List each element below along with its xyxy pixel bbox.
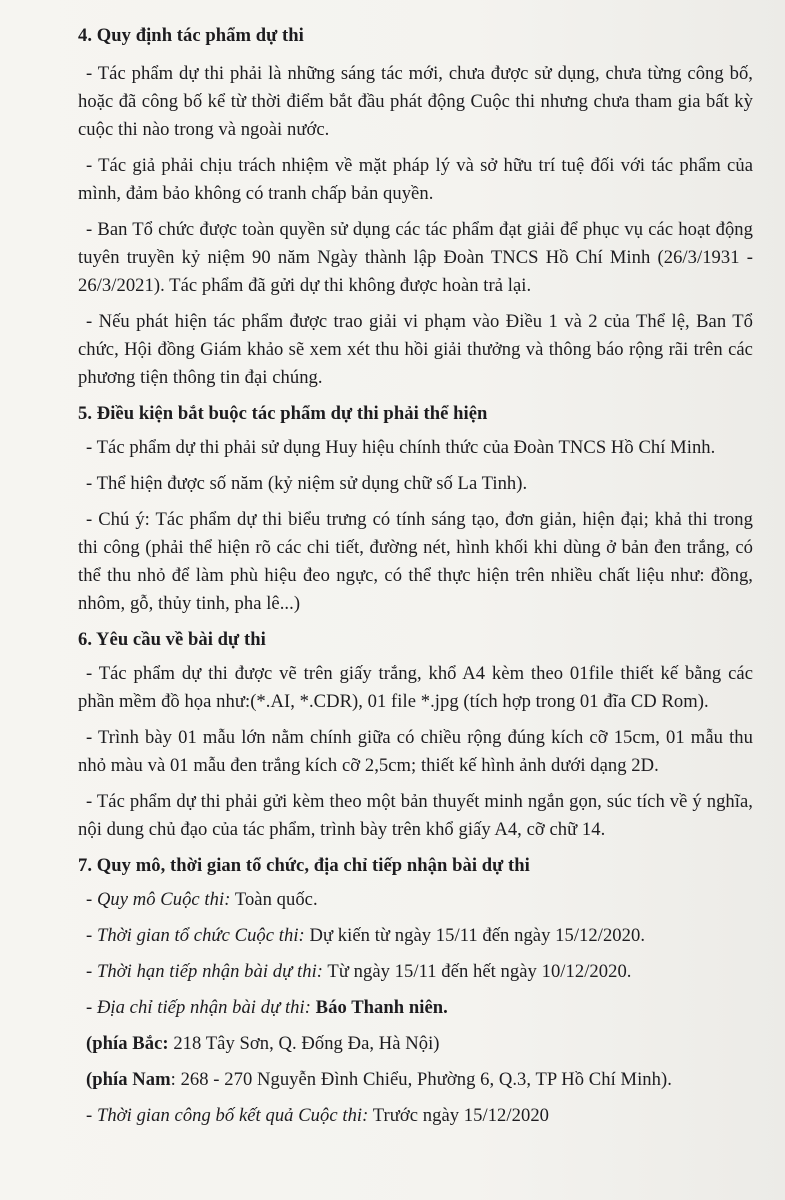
section-5-paragraph-1: - Tác phẩm dự thi phải sử dụng Huy hiệu chính thức của Đoàn TNCS Hồ Chí Minh. (86, 437, 716, 458)
north-address-line (78, 1030, 753, 1058)
section-7-heading: 7. Quy mô, thời gian tổ chức, địa chỉ tiếp nhận bài dự thi (78, 855, 530, 876)
address-label: - Địa chỉ tiếp nhận bài dự thi: (86, 997, 311, 1018)
section-4-paragraph-3: - Ban Tổ chức được toàn quyền sử dụng các tác phẩm đạt giải để phục vụ các hoạt động tuyên truyền kỷ niệm 90 năm Ngày thành lập Đoàn TNCS Hồ Chí Minh (26/3/1931 - 26/3/2021). Tác phẩm đã gửi dự thi không được hoàn trả lại. (78, 219, 753, 296)
time-line (78, 922, 753, 950)
scope-label: - Quy mô Cuộc thi: (86, 889, 231, 910)
section-4-heading: 4. Quy định tác phẩm dự thi (78, 25, 304, 46)
south-label: (phía Nam (86, 1069, 171, 1090)
section-5-paragraph-2: - Thể hiện được số năm (kỷ niệm sử dụng chữ số La Tinh). (86, 473, 528, 494)
result-value: Trước ngày 15/12/2020 (368, 1105, 550, 1126)
time-label: - Thời gian tổ chức Cuộc thi: (86, 925, 305, 946)
document-body (78, 22, 753, 1130)
section-5-heading: 5. Điều kiện bắt buộc tác phẩm dự thi phải thể hiện (78, 403, 488, 424)
result-label: - Thời gian công bố kết quả Cuộc thi: (86, 1105, 369, 1126)
section-6-paragraph-3: - Tác phẩm dự thi phải gửi kèm theo một bản thuyết minh ngắn gọn, súc tích về ý nghĩa, nội dung chủ đạo của tác phẩm, trình bày trên khổ giấy A4, cỡ chữ 14. (78, 791, 753, 840)
section-4-paragraph-4: - Nếu phát hiện tác phẩm được trao giải vi phạm vào Điều 1 và 2 của Thể lệ, Ban Tổ chức, Hội đồng Giám khảo sẽ xem xét thu hồi giải thưởng và thông báo rộng rãi trên các phương tiện thông tin đại chúng. (78, 311, 753, 388)
section-6-paragraph-1: - Tác phẩm dự thi được vẽ trên giấy trắng, khổ A4 kèm theo 01file thiết kế bằng các phần mềm đồ họa như:(*.AI, *.CDR), 01 file *.jpg (tích hợp trong 01 đĩa CD Rom). (78, 663, 753, 712)
section-5-paragraph-3: - Chú ý: Tác phẩm dự thi biểu trưng có tính sáng tạo, đơn giản, hiện đại; khả thi trong thi công (phải thể hiện rõ các chi tiết, đường nét, hình khối khi dùng ở bản đen trắng, có thể thu nhỏ để làm phù hiệu đeo ngực, có thể thực hiện trên nhiều chất liệu như: đồng, nhôm, gỗ, thủy tinh, pha lê...) (78, 509, 753, 614)
section-4-paragraph-2: - Tác giả phải chịu trách nhiệm về mặt pháp lý và sở hữu trí tuệ đối với tác phẩm của mình, đảm bảo không có tranh chấp bản quyền. (78, 155, 753, 204)
scope-line (78, 886, 753, 914)
deadline-value: Từ ngày 15/11 đến hết ngày 10/12/2020. (323, 961, 632, 982)
address-line (78, 994, 753, 1022)
north-label: (phía Bắc: (86, 1033, 169, 1054)
section-4-paragraph-1: - Tác phẩm dự thi phải là những sáng tác mới, chưa được sử dụng, chưa từng công bố, hoặc đã công bố kể từ thời điểm bắt đầu phát động Cuộc thi nhưng chưa tham gia bất kỳ cuộc thi nào trong và ngoài nước. (78, 63, 753, 140)
north-value: 218 Tây Sơn, Q. Đống Đa, Hà Nội) (168, 1033, 440, 1054)
scope-value: Toàn quốc. (230, 889, 318, 910)
address-value: Báo Thanh niên. (310, 997, 448, 1018)
south-address-line (78, 1066, 753, 1094)
time-value: Dự kiến từ ngày 15/11 đến ngày 15/12/2020. (304, 925, 646, 946)
result-line (78, 1102, 753, 1130)
deadline-line (78, 958, 753, 986)
section-6-paragraph-2: - Trình bày 01 mẫu lớn nằm chính giữa có chiều rộng đúng kích cỡ 15cm, 01 mẫu thu nhỏ màu và 01 mẫu đen trắng kích cỡ 2,5cm; thiết kế hình ảnh dưới dạng 2D. (78, 727, 753, 776)
deadline-label: - Thời hạn tiếp nhận bài dự thi: (86, 961, 324, 982)
section-6-heading: 6. Yêu cầu về bài dự thi (78, 629, 266, 650)
south-value: : 268 - 270 Nguyễn Đình Chiểu, Phường 6, Q.3, TP Hồ Chí Minh). (170, 1069, 672, 1090)
